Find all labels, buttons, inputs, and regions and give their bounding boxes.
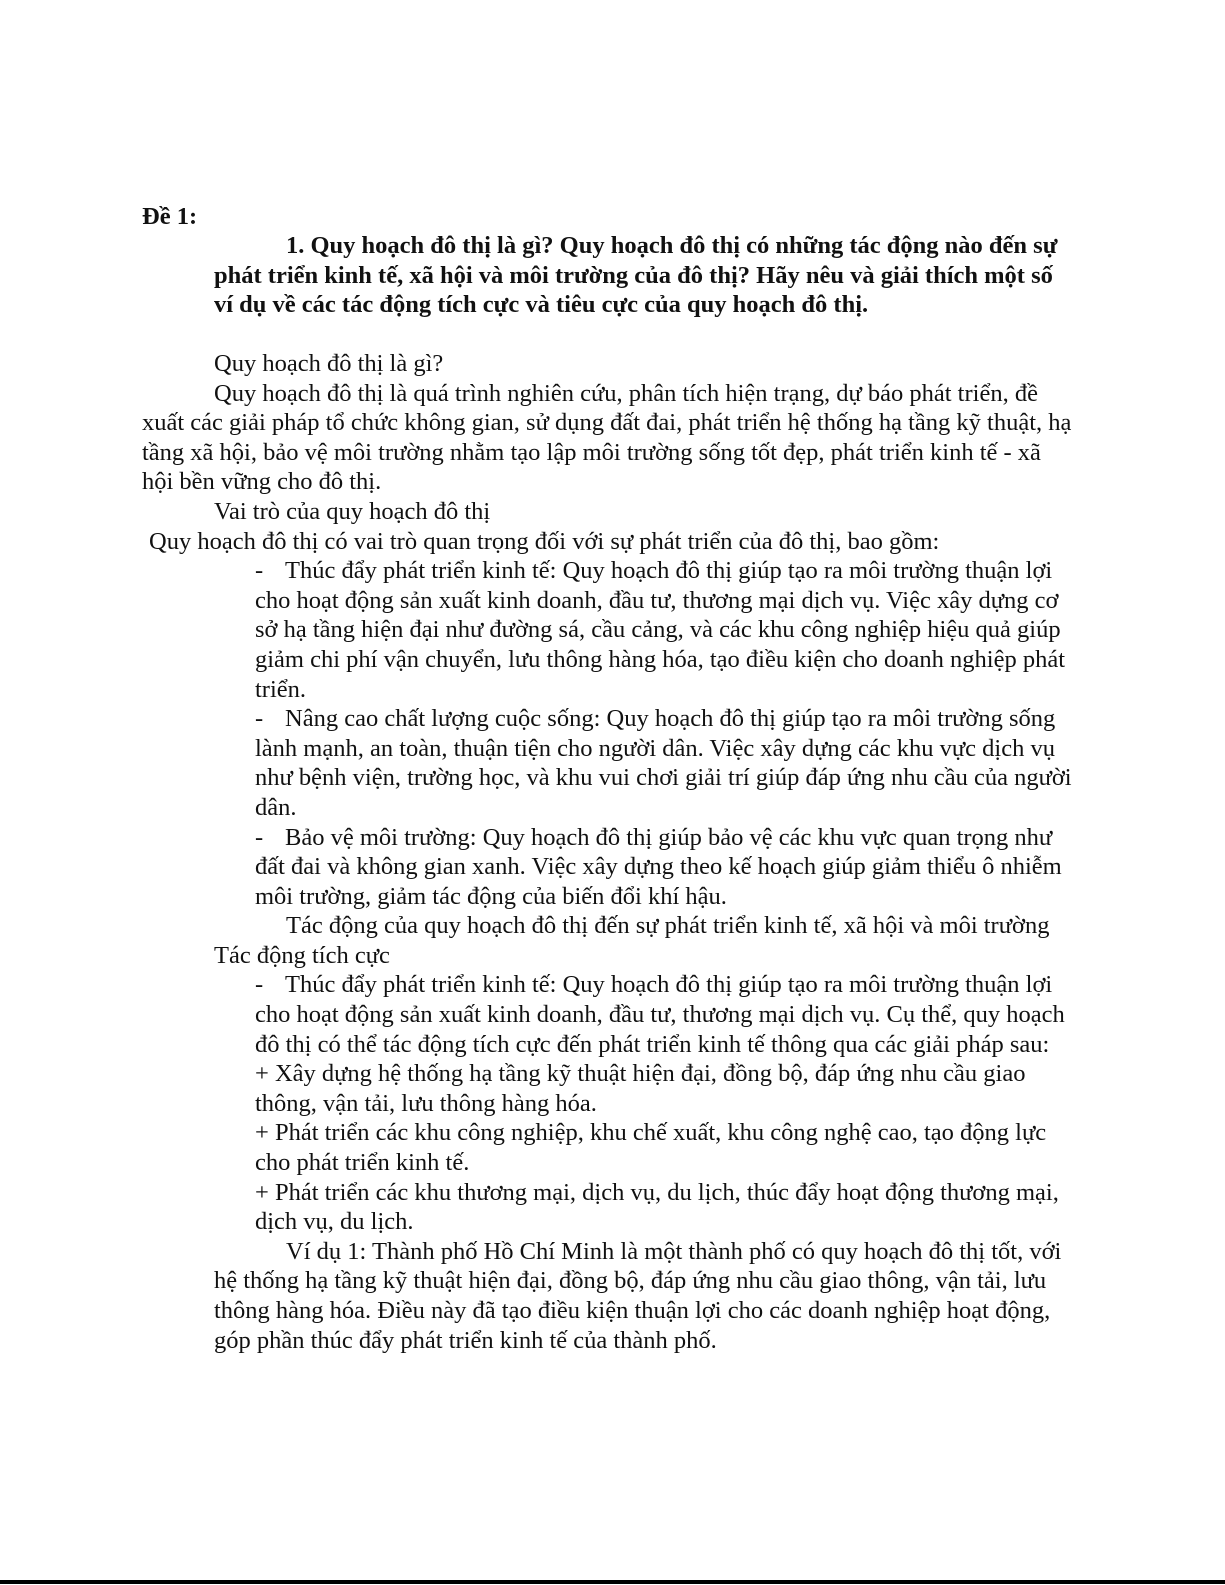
bullet-dash: - [255, 705, 264, 733]
heading-positive: Tác động tích cực [214, 941, 390, 969]
bullet-dash: - [255, 823, 264, 851]
list-item-text: Thúc đẩy phát triển kinh tế: Quy hoạch đô thị giúp tạo ra môi trường thuận lợi cho hoạt động sản xuất kinh doanh, đầu tư, thương mại dịch vụ. Việc xây dựng cơ sở hạ tầng hiện đại như đường sá, cầu cảng, và các khu công nghiệp hiệu quả giúp giảm chi phí vận chuyển, lưu thông hàng hóa, tạo điều kiện cho doanh nghiệp phát triển. [255, 557, 1066, 703]
definition-paragraph: Quy hoạch đô thị là quá trình nghiên cứu, phân tích hiện trạng, dự báo phát triển, đề xuất các giải pháp tổ chức không gian, sử dụng đất đai, phát triển hệ thống hạ tầng kỹ thuật, hạ tầng xã hội, bảo vệ môi trường nhằm tạo lập môi trường sống tốt đẹp, phát triển kinh tế - xã hội bền vững cho đô thị. [142, 379, 1072, 496]
solution-item: + Phát triển các khu công nghiệp, khu chế xuất, khu công nghệ cao, tạo động lực cho phát triển kinh tế. [255, 1119, 1047, 1177]
page-bottom-rule [0, 1580, 1225, 1584]
list-item-text: Thúc đẩy phát triển kinh tế: Quy hoạch đô thị giúp tạo ra môi trường thuận lợi cho hoạt động sản xuất kinh doanh, đầu tư, thương mại dịch vụ. Cụ thể, quy hoạch đô thị có thể tác động tích cực đến phát triển kinh tế thông qua các giải pháp sau: [255, 971, 1065, 1058]
exam-title: Đề 1: [142, 203, 198, 230]
bullet-dash: - [255, 557, 264, 585]
solution-item: + Phát triển các khu thương mại, dịch vụ, du lịch, thúc đẩy hoạt động thương mại, dịch vụ, du lịch. [255, 1178, 1059, 1236]
list-item [142, 970, 1072, 1059]
question-heading: 1. Quy hoạch đô thị là gì? Quy hoạch đô thị có những tác động nào đến sự phát triển kinh tế, xã hội và môi trường của đô thị? Hãy nêu và giải thích một số ví dụ về các tác động tích cực và tiêu cực của quy hoạch đô thị. [214, 232, 1058, 319]
role-intro: Quy hoạch đô thị có vai trò quan trọng đối với sự phát triển của đô thị, bao gồm: [149, 527, 940, 555]
list-item [142, 556, 1072, 704]
bullet-dash: - [255, 971, 264, 999]
heading-definition: Quy hoạch đô thị là gì? [214, 350, 444, 377]
answer-body [142, 349, 1072, 1355]
heading-role: Vai trò của quy hoạch đô thị [214, 497, 491, 525]
example-paragraph: Ví dụ 1: Thành phố Hồ Chí Minh là một thành phố có quy hoạch đô thị tốt, với hệ thống hạ tầng kỹ thuật hiện đại, đồng bộ, đáp ứng nhu cầu giao thông, vận tải, lưu thông hàng hóa. Điều này đã tạo điều kiện thuận lợi cho các doanh nghiệp hoạt động, góp phần thúc đẩy phát triển kinh tế của thành phố. [214, 1237, 1062, 1354]
heading-impact: Tác động của quy hoạch đô thị đến sự phát triển kinh tế, xã hội và môi trường [286, 912, 1050, 940]
solution-item: + Xây dựng hệ thống hạ tầng kỹ thuật hiện đại, đồng bộ, đáp ứng nhu cầu giao thông, vận tải, lưu thông hàng hóa. [255, 1060, 1026, 1117]
list-item-text: Bảo vệ môi trường: Quy hoạch đô thị giúp bảo vệ các khu vực quan trọng như đất đai và không gian xanh. Việc xây dựng theo kế hoạch giúp giảm thiểu ô nhiễm môi trường, giảm tác động của biến đổi khí hậu. [255, 823, 1062, 910]
list-item [142, 823, 1072, 912]
list-item-text: Nâng cao chất lượng cuộc sống: Quy hoạch đô thị giúp tạo ra môi trường sống lành mạnh, an toàn, thuận tiện cho người dân. Việc xây dựng các khu vực dịch vụ như bệnh viện, trường học, và khu vui chơi giải trí giúp đáp ứng nhu cầu của người dân. [255, 705, 1072, 821]
list-item [142, 704, 1072, 822]
